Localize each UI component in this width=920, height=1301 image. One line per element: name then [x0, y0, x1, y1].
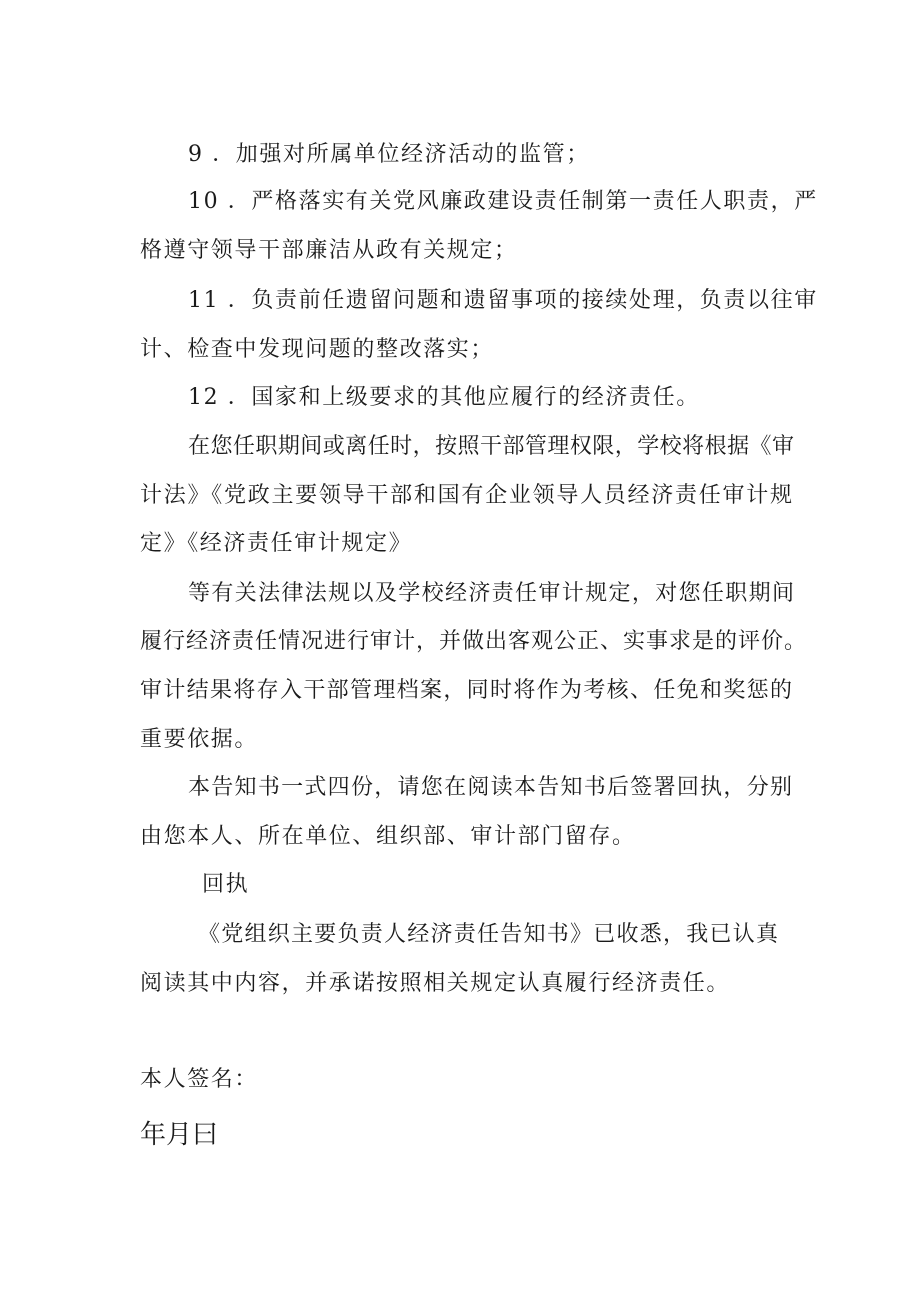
audit-paragraph2-line3: 审计结果将存入干部管理档案，同时将作为考核、任免和奖惩的: [140, 678, 792, 703]
audit-paragraph2-line2: 履行经济责任情况进行审计，并做出客观公正、实事求是的评价。: [140, 629, 806, 654]
receipt-line1: 《党组织主要负责人经济责任告知书》已收悉，我已认真: [198, 922, 778, 947]
item-12: 12 ．国家和上级要求的其他应履行的经济责任。: [188, 385, 700, 410]
audit-paragraph-line3: 定》《经济责任审计规定》: [140, 531, 413, 556]
signature-label: 本人签名：: [140, 1067, 259, 1092]
date-label: 年月曰: [140, 1120, 219, 1150]
copies-paragraph-line2: 由您本人、所在单位、组织部、审计部门留存。: [140, 824, 636, 849]
item-11-line1: 11 ．负责前任遗留问题和遗留事项的接续处理，负责以往审: [188, 288, 818, 313]
item-9: 9 ．加强对所属单位经济活动的监管；: [188, 142, 590, 167]
audit-paragraph-line2: 计法》《党政主要领导干部和国有企业领导人员经济责任审计规: [140, 483, 792, 508]
item-10-line1: 10 ．严格落实有关党风廉政建设责任制第一责任人职责，严: [188, 189, 818, 214]
item-10-line2: 格遵守领导干部廉洁从政有关规定；: [140, 238, 518, 263]
receipt-title: 回执: [202, 872, 250, 897]
copies-paragraph-line1: 本告知书一式四份，请您在阅读本告知书后签署回执，分别: [188, 775, 792, 800]
receipt-line2: 阅读其中内容，并承诺按照相关规定认真履行经济责任。: [140, 971, 731, 996]
audit-paragraph2-line1: 等有关法律法规以及学校经济责任审计规定，对您任职期间: [188, 581, 794, 606]
item-11-line2: 计、检查中发现问题的整改落实；: [140, 337, 495, 362]
audit-paragraph2-line4: 重要依据。: [140, 727, 259, 752]
audit-paragraph-line1: 在您任职期间或离任时，按照干部管理权限，学校将根据《审: [188, 434, 794, 459]
